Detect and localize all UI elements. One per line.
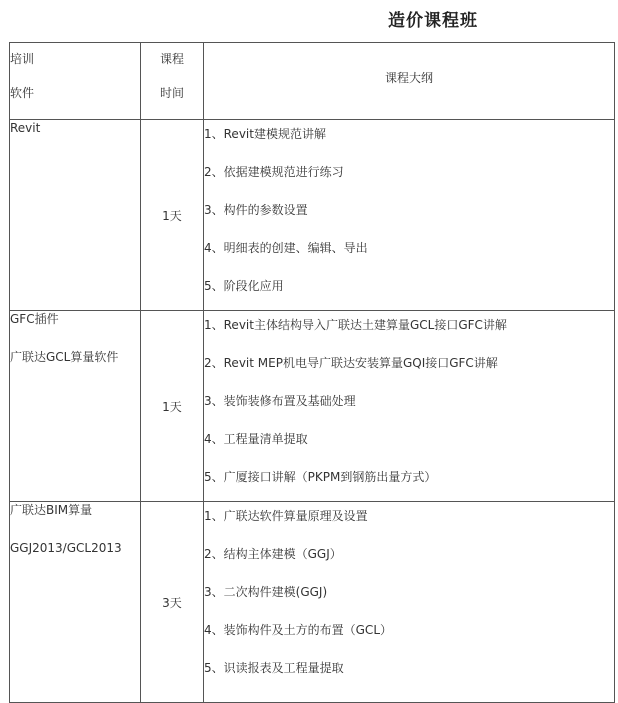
- outline-item: 5、广厦接口讲解（PKPM到钢筋出量方式）: [204, 470, 437, 484]
- outline-item: 5、识读报表及工程量提取: [204, 661, 344, 675]
- outline-item: 4、装饰构件及土方的布置（GCL）: [204, 623, 392, 637]
- course-syllabus-table: [9, 42, 615, 703]
- table-header-row: [10, 43, 615, 120]
- table-row: [10, 502, 615, 703]
- outline-item: 1、Revit建模规范讲解: [204, 127, 326, 141]
- header-duration: 课程 时间: [141, 43, 204, 120]
- header-software: 培训 软件: [10, 43, 141, 120]
- outline-item: 5、阶段化应用: [204, 279, 284, 293]
- duration-cell: 3天: [141, 502, 204, 703]
- outline-item: 2、依据建模规范进行练习: [204, 165, 344, 179]
- outline-item: 3、构件的参数设置: [204, 203, 308, 217]
- header-outline: 课程大纲: [204, 43, 615, 120]
- table-row: [10, 120, 615, 311]
- outline-item: 1、Revit主体结构导入广联达土建算量GCL接口GFC讲解: [204, 318, 507, 332]
- outline-item: 3、二次构件建模(GGJ): [204, 585, 328, 599]
- outline-item: 1、广联达软件算量原理及设置: [204, 509, 368, 523]
- duration-cell: 1天: [141, 120, 204, 311]
- outline-item: 2、Revit MEP机电导广联达安装算量GQI接口GFC讲解: [204, 356, 498, 370]
- duration-cell: 1天: [141, 311, 204, 502]
- table-row: [10, 311, 615, 502]
- outline-item: 2、结构主体建模（GGJ）: [204, 547, 342, 561]
- outline-cell: [204, 502, 615, 703]
- outline-cell: [204, 311, 615, 502]
- page-title: 造价课程班: [388, 11, 478, 31]
- outline-cell: [204, 120, 615, 311]
- outline-item: 4、明细表的创建、编辑、导出: [204, 241, 368, 255]
- outline-item: 3、装饰装修布置及基础处理: [204, 394, 356, 408]
- software-cell: GFC插件 广联达GCL算量软件: [10, 311, 141, 502]
- software-cell: 广联达BIM算量 GGJ2013/GCL2013: [10, 502, 141, 703]
- software-cell: Revit: [10, 120, 141, 311]
- outline-item: 4、工程量清单提取: [204, 432, 308, 446]
